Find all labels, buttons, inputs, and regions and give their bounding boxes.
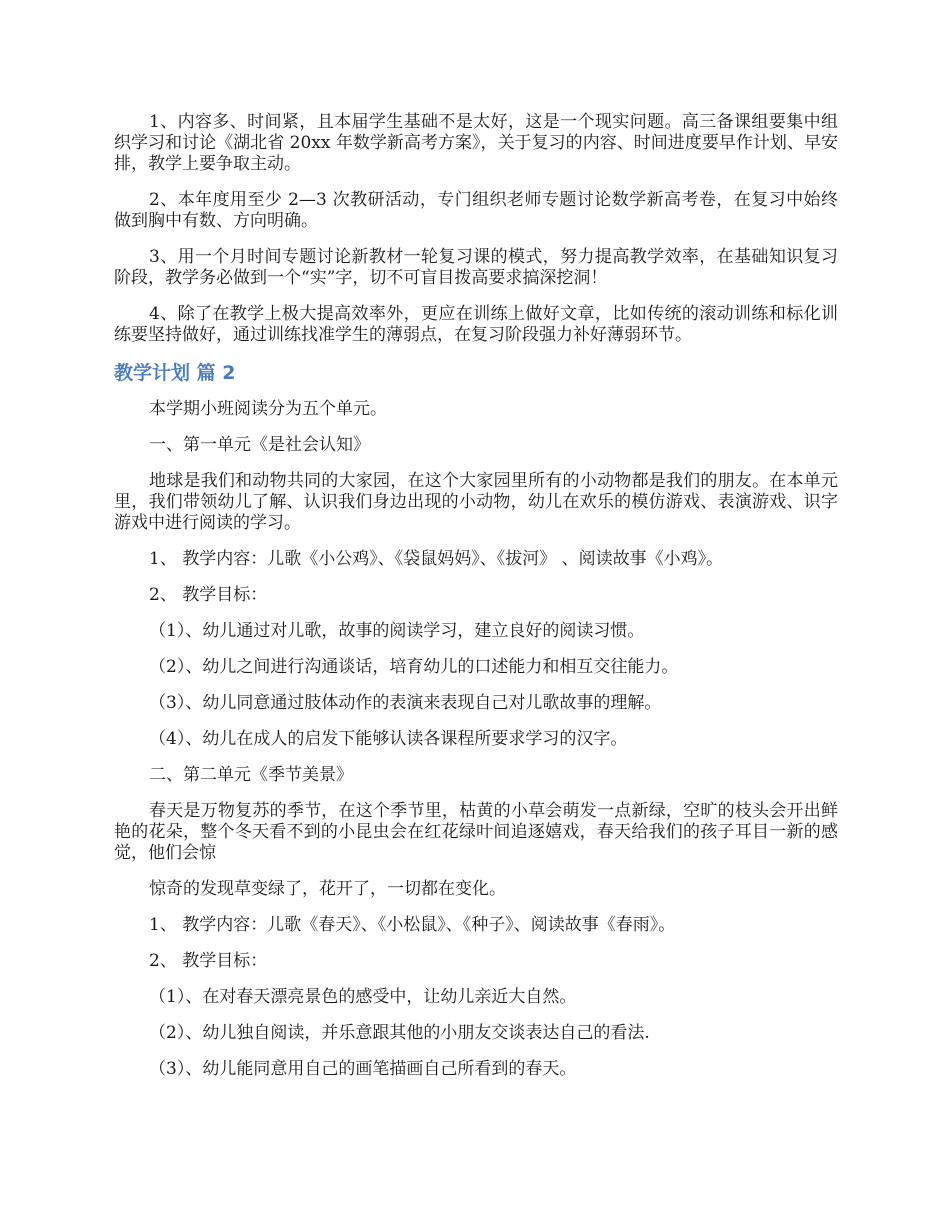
- unit2-goals-label: 2、 教学目标：: [149, 951, 268, 971]
- unit2-content: 1、 教学内容：儿歌《春天》、《小松鼠》、《种子》、阅读故事《春雨》。: [149, 915, 676, 935]
- unit2-goal-item: （3）、幼儿能同意用自己的画笔描画自己所看到的春天。: [149, 1059, 577, 1079]
- unit2-description-continued: 惊奇的发现草变绿了，花开了，一切都在变化。: [149, 879, 506, 899]
- unit1-goal-item: （2）、幼儿之间进行沟通谈话，培育幼儿的口述能力和相互交往能力。: [149, 657, 679, 677]
- unit1-title: 一、第一单元《是社会认知》: [149, 435, 370, 455]
- section-intro: 本学期小班阅读分为五个单元。: [149, 399, 387, 419]
- unit2-goal-item: （1）、在对春天漂亮景色的感受中，让幼儿亲近大自然。: [149, 987, 577, 1007]
- document-page: [114, 112, 838, 1095]
- unit2-title: 二、第二单元《季节美景》: [149, 765, 353, 785]
- unit1-content: 1、 教学内容：儿歌《小公鸡》、《袋鼠妈妈》、《拔河》 、阅读故事《小鸡》。: [149, 549, 724, 569]
- section-heading: 教学计划 篇 2: [114, 362, 236, 384]
- paragraph-review-plan-1: 1、内容多、时间紧，且本届学生基础不是太好，这是一个现实问题。高三备课组要集中组织学习和讨论《湖北省 20xx 年数学新高考方案》，关于复习的内容、时间进度要早作计划、早安排，教学上要争取主动。: [114, 112, 838, 174]
- unit1-goal-item: （3）、幼儿同意通过肢体动作的表演来表现自己对儿歌故事的理解。: [149, 693, 662, 713]
- unit2-goal-item: （2）、幼儿独自阅读，并乐意跟其他的小朋友交谈表达自己的看法.: [149, 1023, 650, 1043]
- unit2-description: 春天是万物复苏的季节，在这个季节里，枯黄的小草会萌发一点新绿，空旷的枝头会开出鲜艳的花朵，整个冬天看不到的小昆虫会在红花绿叶间追逐嬉戏，春天给我们的孩子耳目一新的感觉，他们会惊: [114, 801, 838, 863]
- unit1-description: 地球是我们和动物共同的大家园，在这个大家园里所有的小动物都是我们的朋友。在本单元里，我们带领幼儿了解、认识我们身边出现的小动物，幼儿在欢乐的模仿游戏、表演游戏、识字游戏中进行阅读的学习。: [114, 471, 838, 533]
- unit1-goal-item: （4）、幼儿在成人的启发下能够认读各课程所要求学习的汉字。: [149, 729, 628, 749]
- paragraph-review-plan-4: 4、除了在教学上极大提高效率外，更应在训练上做好文章，比如传统的滚动训练和标化训练要坚持做好，通过训练找准学生的薄弱点，在复习阶段强力补好薄弱环节。: [114, 304, 838, 345]
- unit1-goal-item: （1）、幼儿通过对儿歌，故事的阅读学习，建立良好的阅读习惯。: [149, 621, 645, 641]
- unit1-goals-label: 2、 教学目标：: [149, 585, 268, 605]
- paragraph-review-plan-3: 3、用一个月时间专题讨论新教材一轮复习课的模式，努力提高教学效率，在基础知识复习阶段，教学务必做到一个“实”字，切不可盲目拨高要求搞深挖洞！: [114, 247, 838, 288]
- paragraph-review-plan-2: 2、本年度用至少 2—3 次教研活动，专门组织老师专题讨论数学新高考卷，在复习中始终做到胸中有数、方向明确。: [114, 190, 838, 231]
